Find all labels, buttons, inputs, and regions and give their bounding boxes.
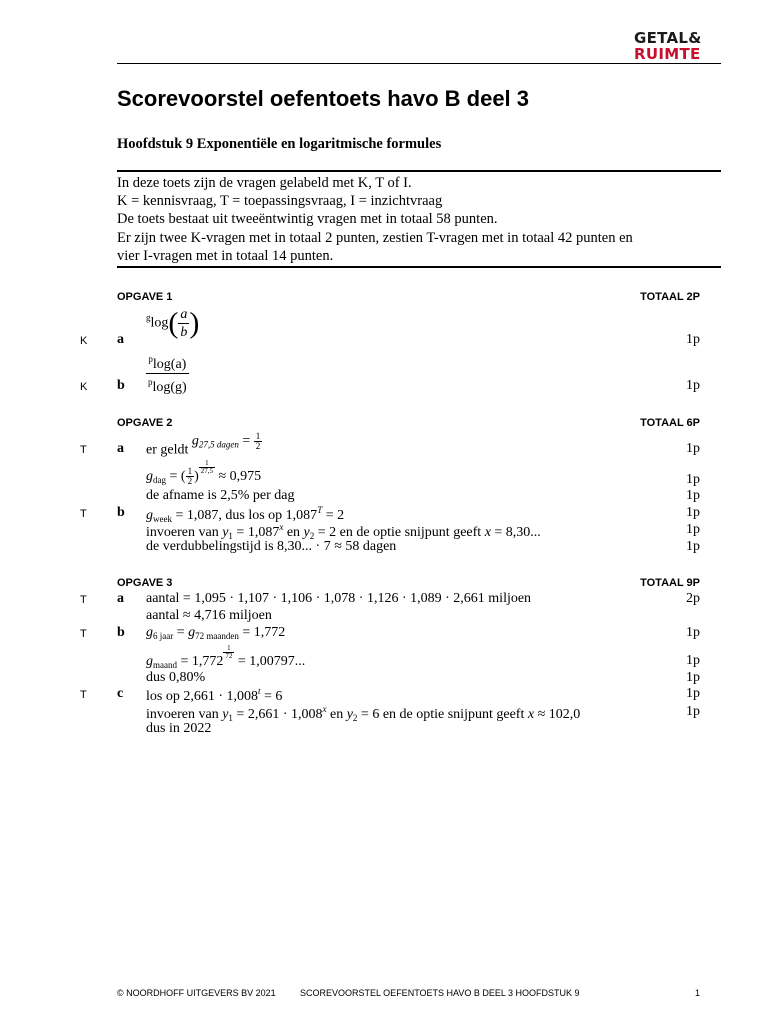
answer-line: aantal = 1,095 · 1,107 · 1,106 · 1,078 · 1,126 · 1,089 · 2,661 miljoen bbox=[146, 591, 532, 606]
footer-copyright: © NOORDHOFF UITGEVERS BV 2021 bbox=[117, 988, 276, 998]
intro-line-1: In deze toets zijn de vragen gelabeld met K, T of I. bbox=[117, 175, 412, 191]
header-rule bbox=[117, 63, 721, 64]
logo-line-1: GETAL& bbox=[634, 29, 702, 47]
getal-ruimte-logo bbox=[634, 30, 714, 62]
intro-bottom-rule bbox=[117, 266, 721, 268]
question-type: T bbox=[80, 689, 87, 701]
points: 1p bbox=[686, 686, 700, 701]
question-letter: c bbox=[117, 686, 124, 701]
question-type: T bbox=[80, 628, 87, 640]
intro-line-3: De toets bestaat uit tweeëntwintig vragen met in totaal 58 punten. bbox=[117, 211, 498, 227]
opgave-3-total: TOTAAL 9P bbox=[640, 577, 700, 589]
question-type: T bbox=[80, 444, 87, 456]
answer-line: de afname is 2,5% per dag bbox=[146, 488, 295, 503]
answer-line: aantal ≈ 4,716 miljoen bbox=[146, 608, 272, 623]
opgave-3-heading: OPGAVE 3 bbox=[117, 577, 173, 589]
intro-line-5: vier I-vragen met in totaal 14 punten. bbox=[117, 248, 334, 264]
answer-line: $g_{week} = 1,087$, dus los op $1,087^T = 2$ bbox=[146, 505, 345, 524]
points: 1p bbox=[686, 522, 700, 537]
points: 1p bbox=[686, 670, 700, 685]
intro-line-2: K = kennisvraag, T = toepassingsvraag, I = inzichtvraag bbox=[117, 193, 443, 209]
points: 1p bbox=[686, 472, 700, 487]
question-letter: b bbox=[117, 505, 125, 520]
question-type: K bbox=[80, 381, 88, 393]
answer-line: $g_{maand} = 1,772$ $\frac{1}{72}$ = 1,00797... bbox=[146, 644, 306, 670]
points: 1p bbox=[686, 505, 700, 520]
answer-line: de verdubbelingstijd is 8,30... · 7 ≈ 58 dagen bbox=[146, 539, 397, 554]
opgave-2-heading: OPGAVE 2 bbox=[117, 417, 173, 429]
question-letter: a bbox=[117, 441, 124, 456]
logo-line-2: RUIMTE bbox=[634, 45, 701, 63]
points: 1p bbox=[686, 378, 700, 393]
footer-page-number: 1 bbox=[694, 988, 700, 998]
page-title: Scorevoorstel oefentoets havo B deel 3 bbox=[117, 86, 530, 111]
footer-document-title: SCOREVOORSTEL OEFENTOETS HAVO B DEEL 3 HOOFDSTUK 9 bbox=[300, 988, 580, 998]
points: 1p bbox=[686, 332, 700, 347]
question-letter: b bbox=[117, 625, 125, 640]
points: 1p bbox=[686, 488, 700, 503]
answer-line: $g_{dag}$ = ( $\frac{1}{2}$ ) $\frac{1}{27,5}$ ≈ 0,975 bbox=[146, 459, 262, 487]
question-type: K bbox=[80, 335, 88, 347]
answer-line: invoeren van $y_1 = 1,087^x$ en $y_2 = 2$ en de optie snijpunt geeft x = 8,30... bbox=[146, 522, 541, 541]
answer-line: invoeren van $y_1 = 2,661 \cdot 1,008^x$ en $y_2 = 6$ en de optie snijpunt geeft x ≈ 102,0 bbox=[146, 704, 581, 723]
points: 1p bbox=[686, 704, 700, 719]
question-letter: a bbox=[117, 591, 124, 606]
answer-line: er geldt $g_{27,5 dagen}$ = $\frac{1}{2}$ bbox=[146, 431, 261, 458]
opgave-1-heading: OPGAVE 1 bbox=[117, 291, 173, 303]
opgave-1-total: TOTAAL 2P bbox=[640, 291, 700, 303]
answer-line: dus in 2022 bbox=[146, 721, 212, 736]
intro-top-rule bbox=[117, 170, 721, 172]
points: 1p bbox=[686, 441, 700, 456]
chapter-heading: Hoofdstuk 9 Exponentiële en logaritmische formules bbox=[117, 136, 442, 152]
question-type: T bbox=[80, 508, 87, 520]
question-type: T bbox=[80, 594, 87, 606]
answer-line: los op $2,661 \cdot 1,008^t = 6$ bbox=[146, 686, 283, 704]
intro-line-4: Er zijn twee K-vragen met in totaal 2 punten, zestien T-vragen met in totaal 42 punten en bbox=[117, 230, 633, 246]
points: 1p bbox=[686, 625, 700, 640]
points: 1p bbox=[686, 653, 700, 668]
answer-line: $g_{6 jaar} = g_{72 maanden} = 1,772$ bbox=[146, 625, 286, 641]
answer-line: dus 0,80% bbox=[146, 670, 206, 685]
question-letter: a bbox=[117, 332, 124, 347]
points: 2p bbox=[686, 591, 700, 606]
question-letter: b bbox=[117, 378, 125, 393]
formula-log-fraction: $^g$log( $\frac{a}{b}$ ) bbox=[146, 306, 200, 340]
formula-log-quotient: $\frac{^p\log(a)}{^p\log(g)}$ bbox=[146, 351, 189, 396]
points: 1p bbox=[686, 539, 700, 554]
opgave-2-total: TOTAAL 6P bbox=[640, 417, 700, 429]
